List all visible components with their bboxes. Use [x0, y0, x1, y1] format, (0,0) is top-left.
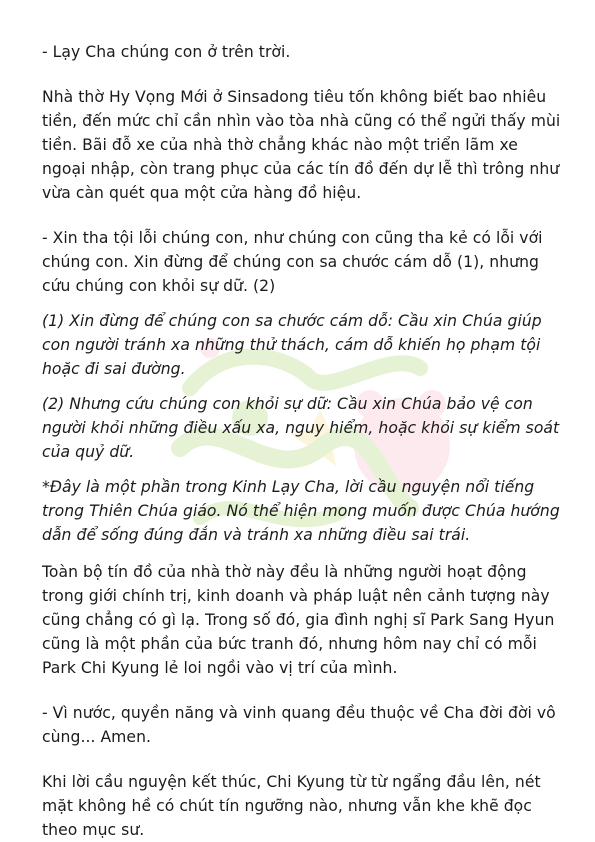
- prayer-line-closing: - Vì nước, quyền năng và vinh quang đều thuộc về Cha đời đời vô cùng... Amen.: [42, 704, 556, 746]
- footnote-1: (1) Xin đừng để chúng con sa chước cám dỗ: Cầu xin Chúa giúp con người tránh xa những thử thách, cám dỗ khiến họ phạm tội hoặc đi sai đường.: [42, 312, 542, 378]
- narrative-paragraph-chi-kyung: Khi lời cầu nguyện kết thúc, Chi Kyung từ từ ngẩng đầu lên, nét mặt không hề có chút tín ngưỡng nào, nhưng vẫn khe khẽ đọc theo mục sư.: [42, 773, 541, 839]
- narrative-paragraph-believers: Toàn bộ tín đồ của nhà thờ này đều là những người hoạt động trong giới chính trị, kinh doanh và pháp luật nên cảnh tượng này cũng chẳng có gì lạ. Trong số đó, gia đình nghị sĩ Park Sang Hyun cũng là một phần của bức tranh đó, nhưng hôm nay chỉ có mỗi Park Chi Kyung lẻ loi ngồi vào vị trí của mình.: [42, 563, 555, 677]
- document-body: [42, 40, 564, 842]
- prayer-line-forgiveness: - Xin tha tội lỗi chúng con, như chúng con cũng tha kẻ có lỗi với chúng con. Xin đừng để chúng con sa chước cám dỗ (1), nhưng cứu chúng con khỏi sự dữ. (2): [42, 229, 543, 295]
- footnote-2: (2) Nhưng cứu chúng con khỏi sự dữ: Cầu xin Chúa bảo vệ con người khỏi những điều xấu xa, nguy hiểm, hoặc khỏi sự kiểm soát của quỷ dữ.: [42, 395, 560, 461]
- narrative-paragraph-church: Nhà thờ Hy Vọng Mới ở Sinsadong tiêu tốn không biết bao nhiêu tiền, đến mức chỉ cần nhìn vào tòa nhà cũng có thể ngửi thấy mùi tiền. Bãi đỗ xe của nhà thờ chẳng khác nào một triển lãm xe ngoại nhập, còn trang phục của các tín đồ đến dự lễ thì trông như vừa càn quét qua một cửa hàng đồ hiệu.: [42, 88, 561, 202]
- prayer-line-opening: - Lạy Cha chúng con ở trên trời.: [42, 43, 291, 61]
- footnote-note: *Đây là một phần trong Kinh Lạy Cha, lời cầu nguyện nổi tiếng trong Thiên Chúa giáo. Nó thể hiện mong muốn được Chúa hướng dẫn để sống đúng đắn và tránh xa những điều sai trái.: [42, 478, 560, 544]
